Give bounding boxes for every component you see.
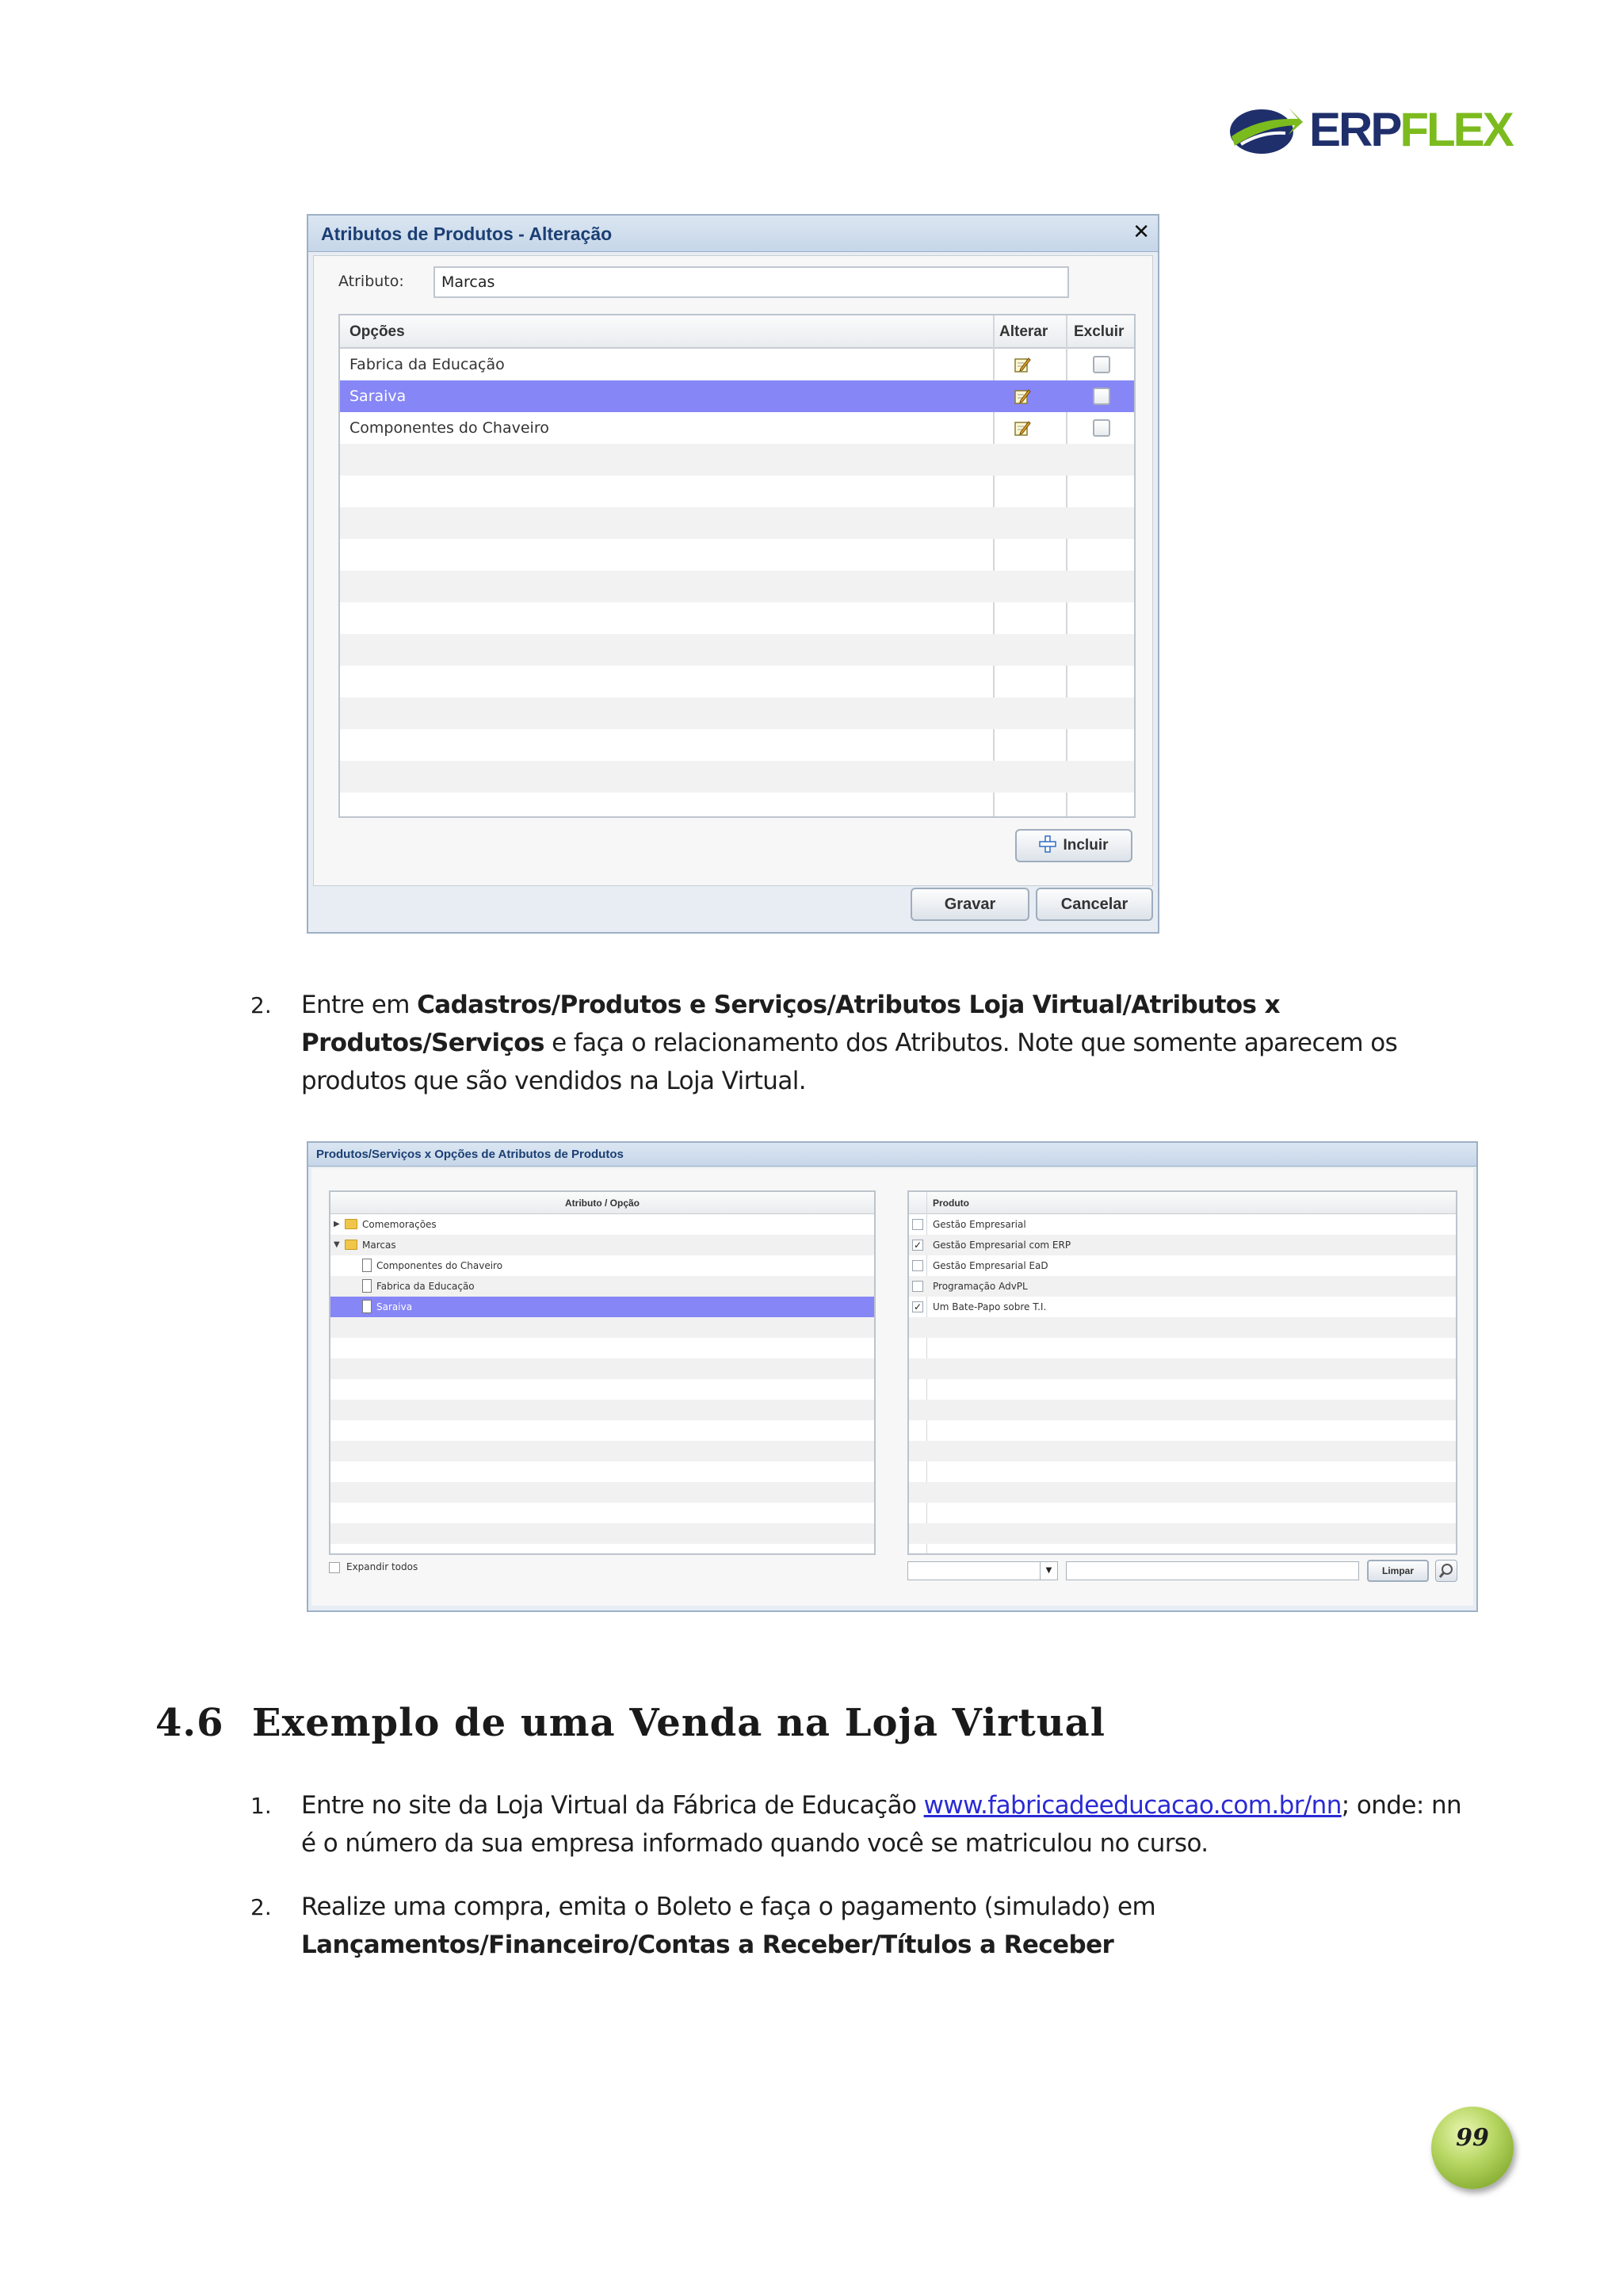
step-1-paragraph	[301, 1786, 1474, 1862]
search-button[interactable]	[1435, 1560, 1457, 1582]
tree-row[interactable]	[330, 1461, 874, 1482]
include-button-label: Incluir	[1063, 837, 1109, 854]
expand-down-icon[interactable]: ▼	[334, 1240, 340, 1249]
list-number: 1.	[250, 1793, 272, 1819]
product-row[interactable]	[909, 1235, 1456, 1255]
options-grid-header	[340, 315, 1134, 349]
product-row[interactable]	[909, 1523, 1456, 1544]
section-title: Exemplo de uma Venda na Loja Virtual	[252, 1701, 1106, 1745]
checked-checkbox[interactable]: ✓	[913, 1301, 922, 1312]
product-row[interactable]	[909, 1317, 1456, 1338]
tree-row[interactable]	[330, 1297, 874, 1317]
tree-row[interactable]	[330, 1235, 874, 1255]
tree-row[interactable]	[330, 1503, 874, 1523]
delete-checkbox[interactable]	[1093, 388, 1110, 405]
folder-icon	[345, 1219, 357, 1229]
product-row[interactable]	[909, 1441, 1456, 1461]
option-label: Saraiva	[349, 388, 407, 405]
section-heading	[155, 1701, 1106, 1745]
column-header-options[interactable]: Opções	[349, 323, 405, 340]
dialog-title: Produtos/Serviços x Opções de Atributos de Produtos	[308, 1143, 1476, 1167]
tree-label: Fabrica da Educação	[376, 1281, 475, 1292]
product-row[interactable]	[909, 1297, 1456, 1317]
edit-icon[interactable]	[1014, 419, 1031, 437]
tree-row[interactable]	[330, 1338, 874, 1358]
plus-icon	[1039, 835, 1056, 853]
step-2-paragraph	[301, 986, 1474, 1100]
option-label: Fabrica da Educação	[349, 356, 505, 373]
tree-label: Componentes do Chaveiro	[376, 1260, 503, 1271]
table-row[interactable]	[340, 507, 1134, 539]
folder-icon	[345, 1240, 357, 1250]
close-icon[interactable]: ✕	[1132, 220, 1150, 244]
logo-text-erp: ERP	[1309, 103, 1400, 156]
dialog-title: Atributos de Produtos - Alteração	[308, 216, 1158, 252]
checked-checkbox[interactable]: ✓	[913, 1240, 922, 1251]
list-number: 2.	[250, 992, 272, 1018]
step-2b-paragraph	[301, 1888, 1474, 1964]
table-row[interactable]	[340, 539, 1134, 571]
swoosh-logo-icon	[1227, 101, 1303, 159]
filter-input[interactable]	[1066, 1561, 1359, 1580]
page-number: 99	[1431, 2107, 1514, 2189]
cancel-button[interactable]: Cancelar	[1036, 888, 1153, 921]
step-1-text-continued: ; onde: nn é o número da sua empresa informado quando você se matriculou no curso.	[301, 1791, 1462, 1858]
expand-all-label: Expandir todos	[346, 1561, 418, 1572]
product-row[interactable]	[909, 1255, 1456, 1276]
tree-label: Marcas	[362, 1240, 396, 1251]
product-row[interactable]	[909, 1461, 1456, 1482]
tree-row[interactable]	[330, 1400, 874, 1420]
product-row[interactable]	[909, 1379, 1456, 1400]
table-row[interactable]	[340, 412, 1134, 444]
table-row[interactable]	[340, 729, 1134, 761]
attribute-input[interactable]: Marcas	[433, 266, 1069, 298]
save-button[interactable]: Gravar	[911, 888, 1029, 921]
attribute-tree-header[interactable]: Atributo / Opção	[330, 1192, 874, 1214]
expand-right-icon[interactable]: ▶	[334, 1220, 340, 1228]
tree-label: Comemorações	[362, 1219, 437, 1230]
product-checkbox[interactable]	[912, 1219, 923, 1230]
include-button[interactable]	[1015, 829, 1132, 862]
product-grid	[907, 1190, 1457, 1555]
tree-row[interactable]	[330, 1358, 874, 1379]
attribute-tree-grid	[329, 1190, 876, 1555]
product-row[interactable]	[909, 1358, 1456, 1379]
product-row[interactable]	[909, 1338, 1456, 1358]
product-row[interactable]	[909, 1503, 1456, 1523]
table-row[interactable]	[340, 476, 1134, 507]
attribute-label: Atributo:	[338, 273, 404, 290]
tree-row[interactable]	[330, 1420, 874, 1441]
tree-row[interactable]	[330, 1317, 874, 1338]
logo-text-flex: FLEX	[1400, 103, 1512, 156]
logo-wordmark	[1309, 105, 1512, 155]
product-row[interactable]	[909, 1482, 1456, 1503]
expand-all-checkbox[interactable]	[329, 1562, 340, 1573]
menu-path: Cadastros/Produtos e Serviços/Atributos Loja Virtual/Atributos x Produtos/Serviços	[301, 991, 1280, 1057]
step-1-text: Entre no site da Loja Virtual da Fábrica de Educação	[301, 1791, 924, 1820]
table-row[interactable]	[340, 602, 1134, 634]
edit-icon[interactable]	[1014, 388, 1031, 405]
tree-row[interactable]	[330, 1214, 874, 1235]
step-2-text-continued: e faça o relacionamento dos Atributos. Note que somente aparecem os produtos que são vendidos na Loja Virtual.	[301, 1029, 1398, 1095]
product-label: Programação AdvPL	[933, 1281, 1028, 1292]
document-icon	[362, 1279, 372, 1293]
table-row[interactable]	[340, 697, 1134, 729]
document-icon	[362, 1259, 372, 1272]
attributes-alteration-dialog	[307, 214, 1159, 934]
chevron-down-icon[interactable]: ▼	[1040, 1562, 1057, 1580]
tree-row[interactable]	[330, 1276, 874, 1297]
table-row[interactable]	[340, 571, 1134, 602]
tree-row[interactable]	[330, 1482, 874, 1503]
tree-row[interactable]	[330, 1255, 874, 1276]
search-icon	[1436, 1561, 1457, 1581]
tree-label: Saraiva	[376, 1301, 413, 1312]
product-label: Gestão Empresarial EaD	[933, 1260, 1048, 1271]
column-header-alter[interactable]: Alterar	[999, 323, 1048, 340]
clear-button[interactable]: Limpar	[1367, 1560, 1429, 1582]
product-rows	[909, 1214, 1456, 1553]
product-column-header[interactable]: Produto	[909, 1192, 1456, 1214]
tree-row[interactable]	[330, 1379, 874, 1400]
options-grid	[338, 314, 1136, 818]
filter-select[interactable]	[907, 1561, 1058, 1580]
product-row[interactable]	[909, 1276, 1456, 1297]
section-number: 4.6	[155, 1701, 224, 1745]
delete-checkbox[interactable]	[1093, 419, 1110, 437]
table-row[interactable]	[340, 444, 1134, 476]
table-row[interactable]	[340, 666, 1134, 697]
table-row[interactable]	[340, 761, 1134, 793]
option-label: Componentes do Chaveiro	[349, 419, 549, 437]
erpflex-logo	[1227, 101, 1512, 159]
product-checkbox[interactable]	[912, 1281, 923, 1292]
tree-row[interactable]	[330, 1523, 874, 1544]
edit-icon[interactable]	[1014, 356, 1031, 373]
product-checkbox[interactable]	[912, 1260, 923, 1271]
document-icon	[362, 1300, 372, 1313]
store-link[interactable]: www.fabricadeeducacao.com.br/nn	[923, 1791, 1342, 1820]
step-2b-text: Realize uma compra, emita o Boleto e faça o pagamento (simulado) em	[301, 1893, 1156, 1921]
tree-row[interactable]	[330, 1441, 874, 1461]
column-header-delete[interactable]: Excluir	[1074, 323, 1125, 340]
expand-all-option[interactable]	[329, 1561, 418, 1573]
product-label: Um Bate-Papo sobre T.I.	[933, 1301, 1047, 1312]
list-number: 2.	[250, 1894, 272, 1920]
product-row[interactable]	[909, 1420, 1456, 1441]
product-label: Gestão Empresarial com ERP	[933, 1240, 1071, 1251]
delete-checkbox[interactable]	[1093, 356, 1110, 373]
table-row[interactable]	[340, 634, 1134, 666]
product-row[interactable]	[909, 1400, 1456, 1420]
table-row[interactable]	[340, 349, 1134, 380]
options-grid-rows	[340, 349, 1134, 816]
product-row[interactable]	[909, 1214, 1456, 1235]
menu-path: Lançamentos/Financeiro/Contas a Receber/Títulos a Receber	[301, 1931, 1114, 1959]
attribute-tree-rows	[330, 1214, 874, 1553]
step-2-text: Entre em	[301, 991, 418, 1019]
product-label: Gestão Empresarial	[933, 1219, 1026, 1230]
products-attribute-options-dialog	[307, 1141, 1478, 1612]
table-row[interactable]	[340, 380, 1134, 412]
